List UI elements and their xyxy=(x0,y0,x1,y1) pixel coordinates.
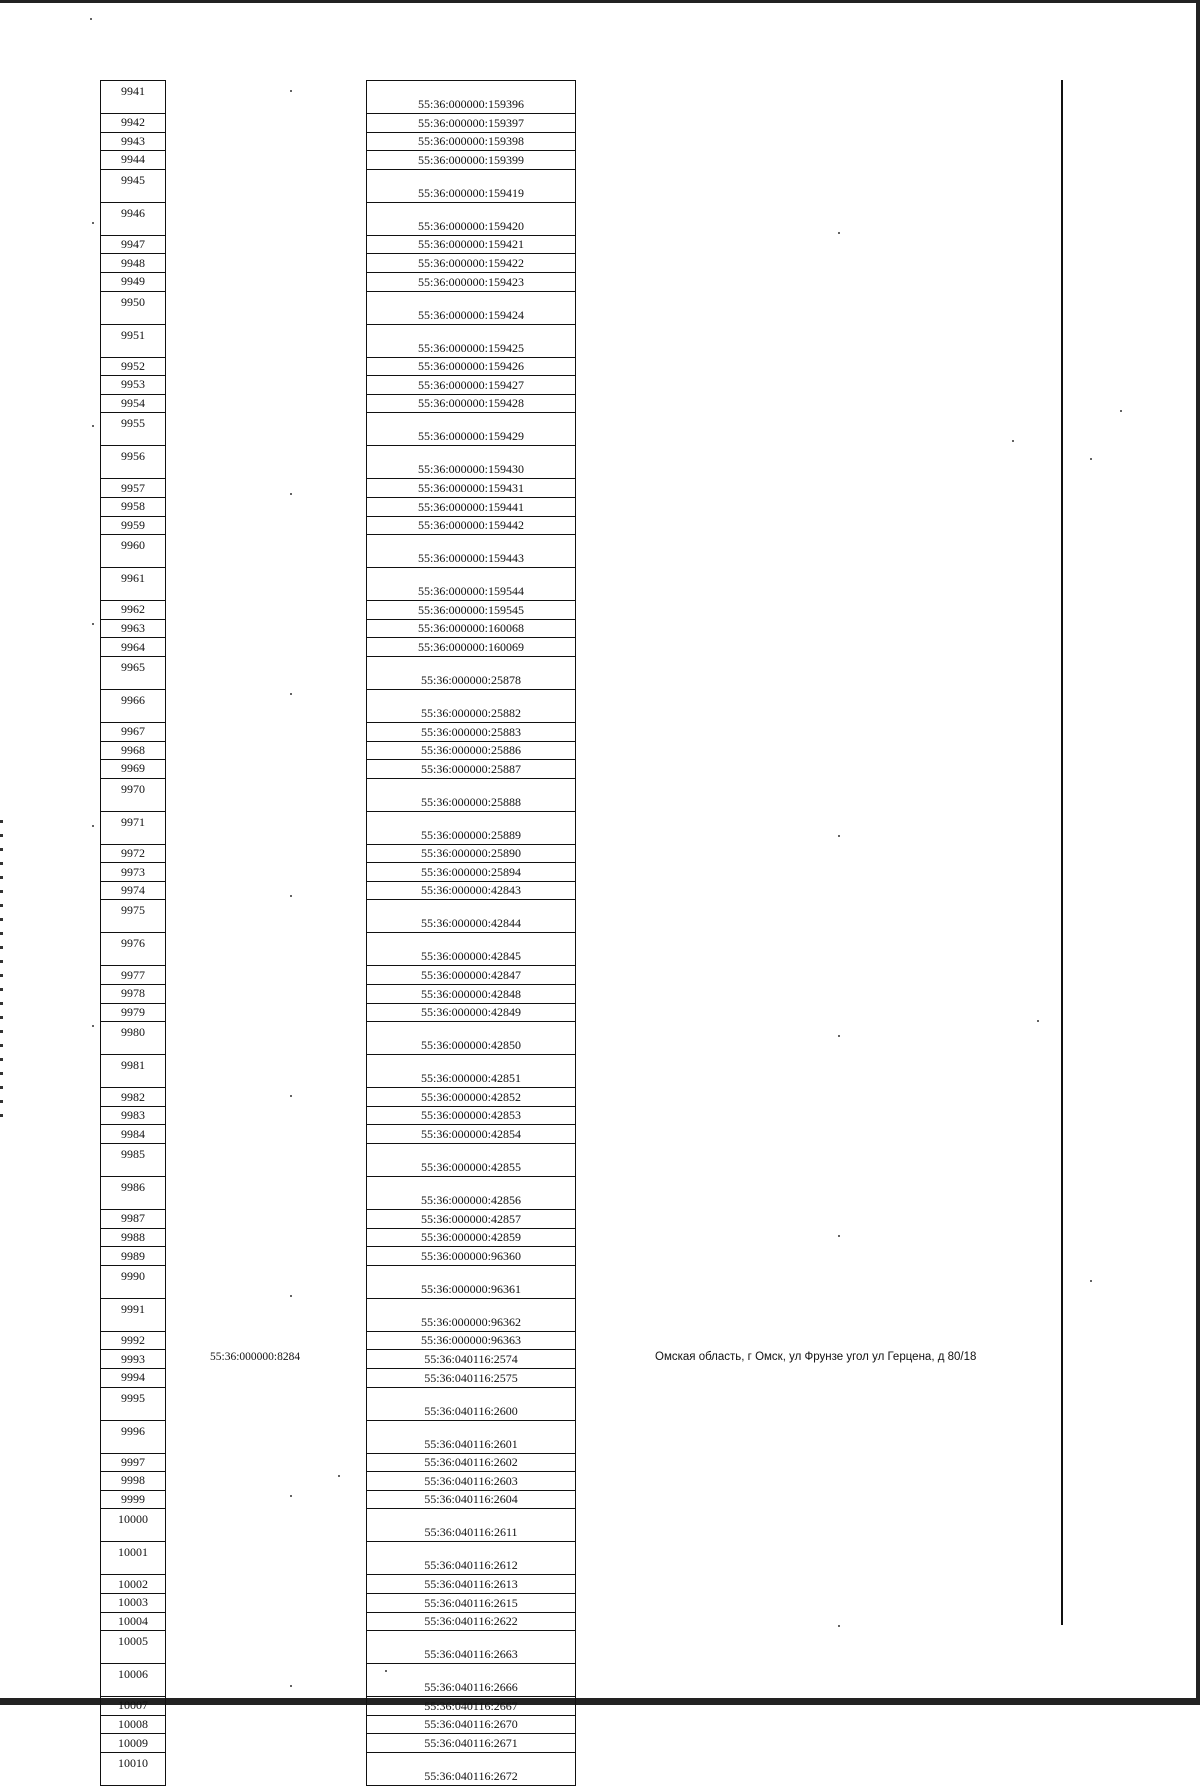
cadastral-number-cell: 55:36:000000:160069 xyxy=(367,638,575,657)
row-number-cell: 9943 xyxy=(101,133,165,152)
cadastral-number-cell: 55:36:000000:25883 xyxy=(367,723,575,742)
cadastral-number-cell: 55:36:000000:159429 xyxy=(367,413,575,446)
scan-margin-marks xyxy=(0,820,3,1120)
cadastral-number-cell: 55:36:000000:25888 xyxy=(367,779,575,812)
cadastral-number-column xyxy=(366,80,576,1786)
row-number-cell: 10007 xyxy=(101,1697,165,1716)
cadastral-number-cell: 55:36:000000:159544 xyxy=(367,568,575,601)
row-number-cell: 9982 xyxy=(101,1088,165,1107)
cadastral-number-cell: 55:36:000000:42849 xyxy=(367,1004,575,1023)
scan-speck xyxy=(1037,1020,1039,1022)
row-number-cell: 9947 xyxy=(101,236,165,255)
row-number-cell: 9999 xyxy=(101,1491,165,1510)
row-number-cell: 10000 xyxy=(101,1509,165,1542)
row-number-cell: 9985 xyxy=(101,1144,165,1177)
scan-speck xyxy=(290,1295,292,1297)
scan-speck xyxy=(1090,1280,1092,1282)
row-number-cell: 9965 xyxy=(101,657,165,690)
cadastral-number-cell: 55:36:000000:159422 xyxy=(367,254,575,273)
cadastral-number-cell: 55:36:000000:42852 xyxy=(367,1088,575,1107)
row-number-cell: 9959 xyxy=(101,517,165,536)
cadastral-number-cell: 55:36:000000:159424 xyxy=(367,292,575,325)
row-number-cell: 9960 xyxy=(101,535,165,568)
row-number-cell: 10008 xyxy=(101,1716,165,1735)
scan-speck xyxy=(838,835,840,837)
scan-speck xyxy=(290,693,292,695)
row-number-cell: 9988 xyxy=(101,1229,165,1248)
row-number-cell: 9993 xyxy=(101,1350,165,1369)
cadastral-number-cell: 55:36:040116:2575 xyxy=(367,1369,575,1388)
cadastral-number-cell: 55:36:000000:159430 xyxy=(367,446,575,479)
cadastral-number-cell: 55:36:040116:2672 xyxy=(367,1753,575,1786)
row-number-cell: 10010 xyxy=(101,1753,165,1786)
row-number-cell: 9963 xyxy=(101,620,165,639)
scan-speck xyxy=(1012,440,1014,442)
row-number-cell: 9954 xyxy=(101,395,165,414)
cadastral-number-cell: 55:36:000000:25886 xyxy=(367,742,575,761)
cadastral-number-cell: 55:36:040116:2611 xyxy=(367,1509,575,1542)
row-number-cell: 9997 xyxy=(101,1454,165,1473)
row-number-cell: 9986 xyxy=(101,1177,165,1210)
cadastral-number-cell: 55:36:040116:2615 xyxy=(367,1594,575,1613)
row-number-cell: 9946 xyxy=(101,203,165,236)
cadastral-number-cell: 55:36:000000:159398 xyxy=(367,133,575,152)
row-number-cell: 9974 xyxy=(101,882,165,901)
row-number-cell: 10003 xyxy=(101,1594,165,1613)
cadastral-number-cell: 55:36:000000:42850 xyxy=(367,1022,575,1055)
cadastral-number-cell: 55:36:000000:159421 xyxy=(367,236,575,255)
cadastral-number-cell: 55:36:000000:42847 xyxy=(367,966,575,985)
row-number-cell: 9980 xyxy=(101,1022,165,1055)
cadastral-number-cell: 55:36:000000:159431 xyxy=(367,479,575,498)
row-number-cell: 10009 xyxy=(101,1734,165,1753)
cadastral-number-cell: 55:36:000000:160068 xyxy=(367,620,575,639)
row-number-cell: 9942 xyxy=(101,114,165,133)
cadastral-number-cell: 55:36:000000:159426 xyxy=(367,358,575,377)
cadastral-number-cell: 55:36:000000:25878 xyxy=(367,657,575,690)
cadastral-number-cell: 55:36:040116:2612 xyxy=(367,1542,575,1575)
row-number-cell: 9976 xyxy=(101,933,165,966)
cadastral-number-cell: 55:36:000000:159420 xyxy=(367,203,575,236)
cadastral-number-cell: 55:36:000000:159441 xyxy=(367,498,575,517)
cadastral-number-cell: 55:36:000000:159423 xyxy=(367,273,575,292)
row-number-cell: 9952 xyxy=(101,358,165,377)
cadastral-number-cell: 55:36:000000:42855 xyxy=(367,1144,575,1177)
cadastral-number-cell: 55:36:040116:2574 xyxy=(367,1350,575,1369)
cadastral-number-cell: 55:36:000000:159443 xyxy=(367,535,575,568)
scan-speck xyxy=(290,1095,292,1097)
row-number-cell: 9994 xyxy=(101,1369,165,1388)
scan-speck xyxy=(1090,458,1092,460)
object-address: Омская область, г Омск, ул Фрунзе угол ул Герцена, д 80/18 xyxy=(655,1351,977,1363)
scan-speck xyxy=(1120,410,1122,412)
row-number-cell: 9967 xyxy=(101,723,165,742)
scan-speck xyxy=(92,222,94,224)
row-number-cell: 9979 xyxy=(101,1004,165,1023)
cadastral-number-cell: 55:36:040116:2663 xyxy=(367,1631,575,1664)
cadastral-number-cell: 55:36:040116:2603 xyxy=(367,1472,575,1491)
row-number-cell: 9978 xyxy=(101,985,165,1004)
cadastral-number-cell: 55:36:000000:42854 xyxy=(367,1125,575,1144)
row-number-cell: 9977 xyxy=(101,966,165,985)
row-number-cell: 9971 xyxy=(101,812,165,845)
row-number-cell: 9941 xyxy=(101,81,165,114)
cadastral-number-cell: 55:36:000000:42857 xyxy=(367,1210,575,1229)
row-number-cell: 9989 xyxy=(101,1247,165,1266)
scan-border-bottom xyxy=(0,1698,1200,1705)
scan-border-right xyxy=(1196,0,1200,1705)
row-number-cell: 9955 xyxy=(101,413,165,446)
cadastral-number-cell: 55:36:040116:2602 xyxy=(367,1454,575,1473)
cadastral-number-cell: 55:36:040116:2666 xyxy=(367,1664,575,1697)
cadastral-number-cell: 55:36:000000:25887 xyxy=(367,760,575,779)
row-number-cell: 10004 xyxy=(101,1613,165,1632)
scan-speck xyxy=(338,1475,340,1477)
scan-speck xyxy=(90,18,92,20)
scan-speck xyxy=(838,232,840,234)
cadastral-number-cell: 55:36:000000:96360 xyxy=(367,1247,575,1266)
row-number-cell: 9966 xyxy=(101,690,165,723)
cadastral-number-cell: 55:36:000000:42845 xyxy=(367,933,575,966)
cadastral-number-cell: 55:36:000000:159545 xyxy=(367,601,575,620)
row-number-cell: 9953 xyxy=(101,376,165,395)
cadastral-number-cell: 55:36:000000:25894 xyxy=(367,863,575,882)
parent-cadastral-number: 55:36:000000:8284 xyxy=(210,1351,301,1363)
scan-speck xyxy=(385,1670,387,1672)
row-number-cell: 9961 xyxy=(101,568,165,601)
row-number-cell: 9995 xyxy=(101,1388,165,1421)
row-number-cell: 9981 xyxy=(101,1055,165,1088)
cadastral-number-cell: 55:36:000000:159442 xyxy=(367,517,575,536)
cadastral-number-cell: 55:36:000000:159427 xyxy=(367,376,575,395)
row-number-cell: 9945 xyxy=(101,170,165,203)
cadastral-number-cell: 55:36:040116:2670 xyxy=(367,1716,575,1735)
row-number-cell: 9948 xyxy=(101,254,165,273)
row-number-cell: 9950 xyxy=(101,292,165,325)
cadastral-number-cell: 55:36:000000:159397 xyxy=(367,114,575,133)
row-number-cell: 9991 xyxy=(101,1299,165,1332)
row-number-cell: 10005 xyxy=(101,1631,165,1664)
row-number-cell: 9984 xyxy=(101,1125,165,1144)
cadastral-number-cell: 55:36:000000:159425 xyxy=(367,325,575,358)
row-number-cell: 9968 xyxy=(101,742,165,761)
scan-speck xyxy=(92,623,94,625)
cadastral-number-cell: 55:36:000000:96363 xyxy=(367,1332,575,1351)
scan-speck xyxy=(838,1235,840,1237)
row-number-cell: 9992 xyxy=(101,1332,165,1351)
row-number-cell: 9996 xyxy=(101,1421,165,1454)
scan-speck xyxy=(290,1495,292,1497)
row-number-cell: 10002 xyxy=(101,1575,165,1594)
cadastral-number-cell: 55:36:040116:2601 xyxy=(367,1421,575,1454)
row-number-cell: 9956 xyxy=(101,446,165,479)
cadastral-number-cell: 55:36:000000:159428 xyxy=(367,395,575,414)
cadastral-number-cell: 55:36:000000:96361 xyxy=(367,1266,575,1299)
cadastral-number-cell: 55:36:040116:2604 xyxy=(367,1491,575,1510)
row-number-cell: 9964 xyxy=(101,638,165,657)
row-number-cell: 9983 xyxy=(101,1107,165,1126)
cadastral-number-cell: 55:36:000000:96362 xyxy=(367,1299,575,1332)
scan-speck xyxy=(290,895,292,897)
cadastral-number-cell: 55:36:000000:42851 xyxy=(367,1055,575,1088)
row-number-cell: 9969 xyxy=(101,760,165,779)
row-number-cell: 9998 xyxy=(101,1472,165,1491)
table-right-border xyxy=(1061,80,1063,1625)
cadastral-number-cell: 55:36:000000:42844 xyxy=(367,900,575,933)
row-number-cell: 9944 xyxy=(101,151,165,170)
scan-speck xyxy=(290,493,292,495)
cadastral-number-cell: 55:36:000000:42848 xyxy=(367,985,575,1004)
row-number-cell: 9970 xyxy=(101,779,165,812)
scan-speck xyxy=(92,1025,94,1027)
row-number-cell: 9973 xyxy=(101,863,165,882)
row-number-cell: 9957 xyxy=(101,479,165,498)
cadastral-number-cell: 55:36:000000:159396 xyxy=(367,81,575,114)
scan-speck xyxy=(838,1035,840,1037)
scan-speck xyxy=(92,425,94,427)
row-number-cell: 10006 xyxy=(101,1664,165,1697)
row-number-cell: 9975 xyxy=(101,900,165,933)
cadastral-number-cell: 55:36:000000:25890 xyxy=(367,845,575,864)
scan-speck xyxy=(290,1685,292,1687)
cadastral-number-cell: 55:36:000000:159399 xyxy=(367,151,575,170)
row-number-cell: 9990 xyxy=(101,1266,165,1299)
cadastral-number-cell: 55:36:040116:2622 xyxy=(367,1613,575,1632)
row-number-cell: 10001 xyxy=(101,1542,165,1575)
scan-speck xyxy=(838,1625,840,1627)
scan-speck xyxy=(290,90,292,92)
cadastral-number-cell: 55:36:000000:25882 xyxy=(367,690,575,723)
row-number-cell: 9972 xyxy=(101,845,165,864)
scan-speck xyxy=(92,825,94,827)
cadastral-number-cell: 55:36:040116:2667 xyxy=(367,1697,575,1716)
row-number-cell: 9951 xyxy=(101,325,165,358)
scan-border-top xyxy=(0,0,1200,3)
cadastral-number-cell: 55:36:000000:42843 xyxy=(367,882,575,901)
row-number-cell: 9949 xyxy=(101,273,165,292)
cadastral-number-cell: 55:36:000000:159419 xyxy=(367,170,575,203)
cadastral-number-cell: 55:36:000000:42853 xyxy=(367,1107,575,1126)
row-number-column xyxy=(100,80,166,1786)
row-number-cell: 9962 xyxy=(101,601,165,620)
cadastral-number-cell: 55:36:000000:42856 xyxy=(367,1177,575,1210)
cadastral-number-cell: 55:36:040116:2613 xyxy=(367,1575,575,1594)
row-number-cell: 9958 xyxy=(101,498,165,517)
cadastral-number-cell: 55:36:000000:25889 xyxy=(367,812,575,845)
cadastral-number-cell: 55:36:040116:2671 xyxy=(367,1734,575,1753)
row-number-cell: 9987 xyxy=(101,1210,165,1229)
cadastral-number-cell: 55:36:040116:2600 xyxy=(367,1388,575,1421)
cadastral-number-cell: 55:36:000000:42859 xyxy=(367,1229,575,1248)
